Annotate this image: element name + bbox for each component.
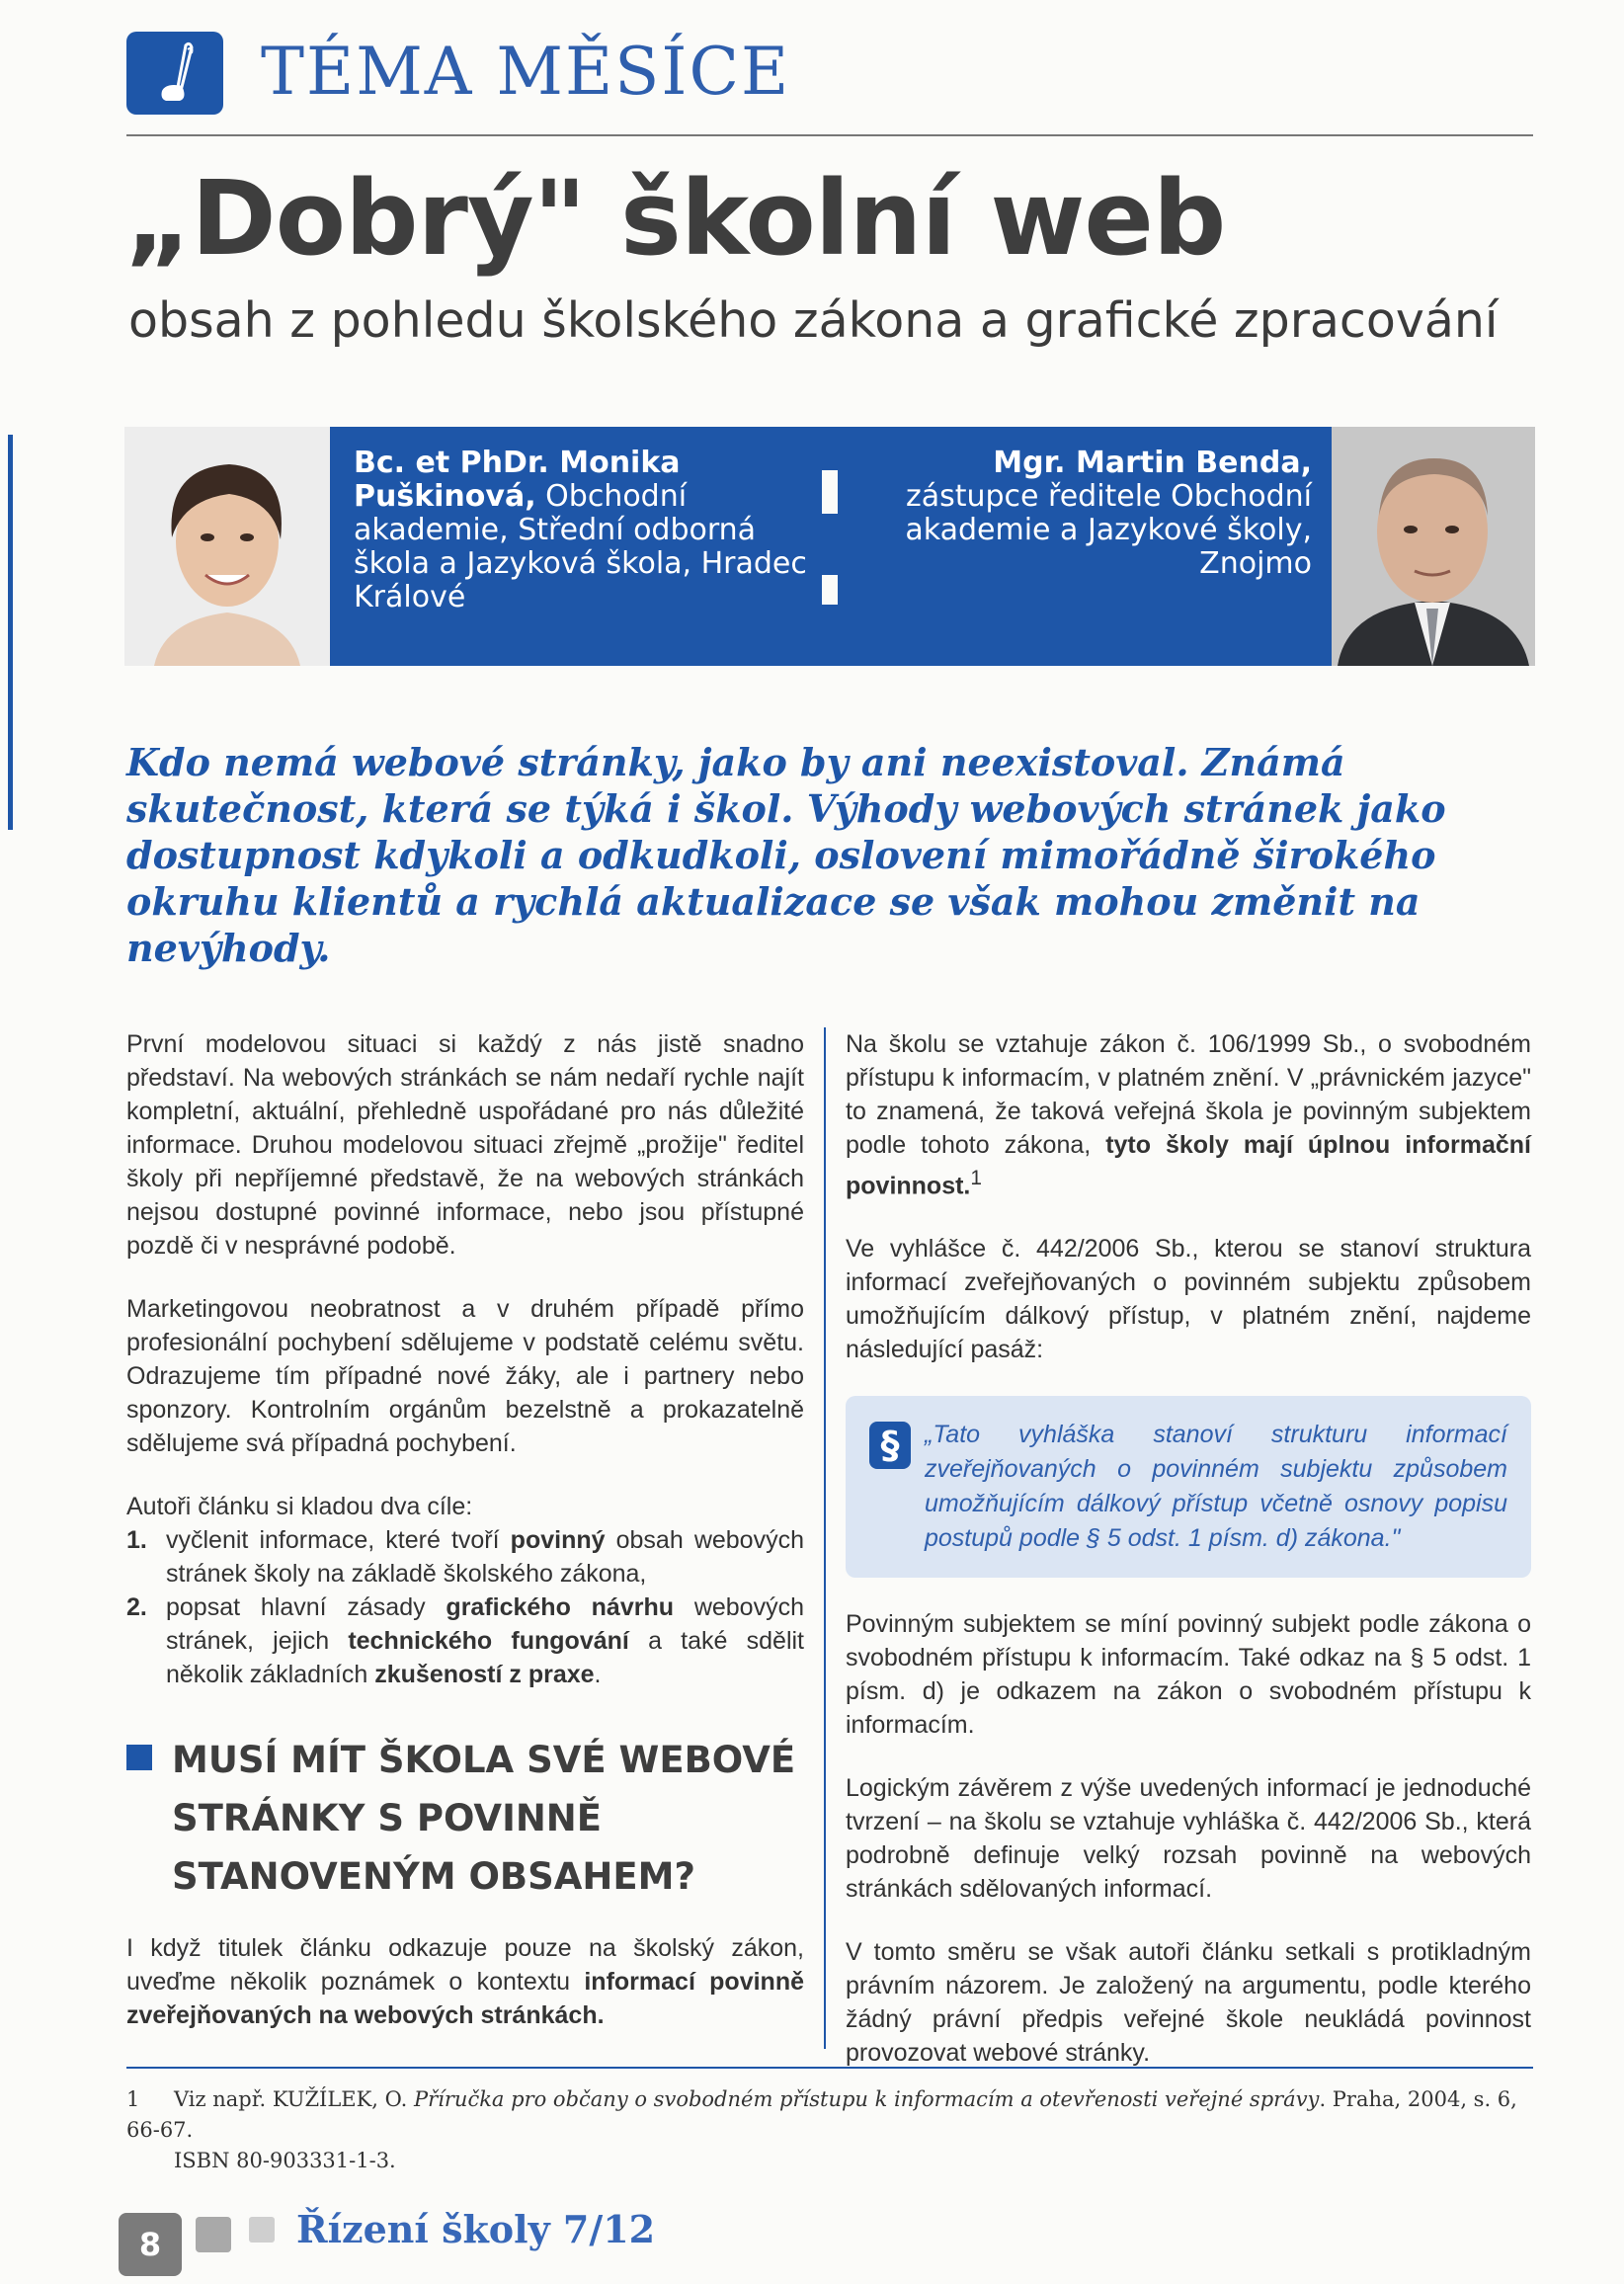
paragraph: Marketingovou neobratnost a v druhém případě přímo profesionální pochybení sdělujeme v podstatě celému světu. Odrazujeme tím případné nové žáky, ale i partnery nebo sponzory. Kontrolním orgánům bezelstně a prokazatelně sdělujeme svá případná pochybení. xyxy=(126,1295,804,1457)
goal-text: obsah webových stránek školy na základě školského zákona, xyxy=(166,1526,804,1588)
author-photo-left xyxy=(124,427,330,666)
author-name: Mgr. Martin Benda, xyxy=(993,446,1312,480)
paragraph: Ve vyhlášce č. 442/2006 Sb., kterou se stanoví struktura informací zveřejňovaných o povinném subjektu způsobem umožňujícím dálkový přístup, v platném znění, najdeme následující pasáž: xyxy=(846,1235,1531,1364)
footnote-isbn: ISBN 80-903331-1-3. xyxy=(174,2149,396,2172)
footnote-ref: 1 xyxy=(970,1167,982,1189)
paragraph-sign-icon: § xyxy=(869,1422,911,1469)
footnote-divider xyxy=(126,2067,1533,2069)
goal-text: . xyxy=(594,1661,602,1688)
article-subtitle: obsah z pohledu školského zákona a grafické zpracování xyxy=(128,292,1499,349)
author-divider xyxy=(822,605,838,666)
author-card-right xyxy=(838,427,1332,666)
footnote-text: . Praha, 2004, s. 6, 66-67. xyxy=(126,2087,1517,2142)
paragraph: Povinným subjektem se míní povinný subjekt podle zákona o svobodném přístupu k informacím. Také odkaz na § 5 odst. 1 písm. d) je odkazem na zákon o svobodném přístupu k informacím. xyxy=(846,1610,1531,1740)
author-divider xyxy=(822,514,838,575)
goal-text: webových stránek, jejich xyxy=(166,1593,804,1655)
goal-number: 1. xyxy=(126,1526,147,1554)
page-number: 8 xyxy=(119,2213,182,2276)
goal-keyword: zkušeností z praxe xyxy=(374,1661,595,1688)
section-title: TÉMA MĚSÍCE xyxy=(261,34,791,110)
paragraph-text: I když titulek článku odkazuje pouze na školský zákon, uveďme několik poznámek o kontextu xyxy=(126,1934,804,1996)
pen-and-inkwell-icon xyxy=(126,32,223,115)
author-divider xyxy=(822,427,838,470)
legal-quote-box xyxy=(846,1396,1531,1578)
lead-paragraph: Kdo nemá webové stránky, jako by ani neexistoval. Známá skutečnost, která se týká i škol. Výhody webových stránek jako dostupnost kdykoli a odkudkoli, oslovení mimořádně širokého okruhu klientů a rychlá aktualizace se však mohou změnit na nevýhody. xyxy=(126,740,1446,970)
paragraph xyxy=(126,1931,804,2032)
footer-decoration xyxy=(196,2217,231,2252)
paragraph: V tomto směru se však autoři článku setkali s protikladným právním názorem. Je založený na argumentu, podle kterého žádný právní předpis veřejné škole neukládá povinnost provozovat webové stránky. xyxy=(846,1938,1531,2068)
goal-number: 2. xyxy=(126,1593,147,1621)
paragraph xyxy=(846,1027,1531,1202)
paragraph-emphasis: tyto školy mají úplnou informační povinnost. xyxy=(846,1131,1531,1200)
goal-keyword: povinný xyxy=(510,1526,606,1554)
author-card-left xyxy=(330,427,822,666)
header-divider xyxy=(126,134,1533,136)
footnote-text: Viz např. KUŽÍLEK, O. xyxy=(174,2087,414,2111)
footnote xyxy=(126,2084,1533,2176)
author-name: Bc. et PhDr. Monika Puškinová, xyxy=(354,446,681,514)
column-left xyxy=(126,1027,804,2062)
goal-text: vyčlenit informace, které tvoří xyxy=(166,1526,511,1554)
column-right xyxy=(846,1027,1531,2099)
section-heading xyxy=(126,1731,804,1906)
paragraph-emphasis: informací povinně zveřejňovaných na webových stránkách. xyxy=(126,1968,804,2029)
goal-text: popsat hlavní zásady xyxy=(166,1593,447,1621)
author-affiliation: Obchodní akademie, Střední odborná škola a Jazyková škola, Hradec Králové xyxy=(354,479,807,614)
column-divider xyxy=(824,1027,826,2049)
paragraph: Logickým závěrem z výše uvedených informací je jednoduché tvrzení – na školu se vztahuje vyhláška č. 442/2006 Sb., která podrobně definuje velký rozsah povinně na webových stránkách sdělovaných informací. xyxy=(846,1774,1531,1904)
legal-quote: „Tato vyhláška stanoví strukturu informací zveřejňovaných o povinném subjektu způsobem umožňujícím dálkový přístup včetně osnovy popisu postupů podle § 5 odst. 1 písm. d) zákona." xyxy=(925,1421,1507,1553)
footnote-number: 1 xyxy=(126,2087,140,2111)
goal-item xyxy=(126,1523,804,1591)
page-edge-accent xyxy=(8,435,13,830)
goal-text: a také sdělit několik základních xyxy=(166,1627,805,1688)
footnote-title: Příručka pro občany o svobodném přístupu k informacím a otevřenosti veřejné správy xyxy=(414,2087,1320,2111)
author-photo-right xyxy=(1332,427,1535,666)
section-icon xyxy=(126,32,223,115)
journal-name: Řízení školy 7/12 xyxy=(296,2207,656,2251)
heading-bullet xyxy=(126,1745,152,1770)
author-affiliation: zástupce ředitele Obchodní akademie a Jazykové školy, Znojmo xyxy=(905,479,1312,581)
article-title: „Dobrý" školní web xyxy=(124,158,1226,279)
goal-item xyxy=(126,1591,804,1691)
section-heading-text: MUSÍ MÍT ŠKOLA SVÉ WEBOVÉ STRÁNKY S POVINNĚ STANOVENÝM OBSAHEM? xyxy=(172,1739,796,1898)
footer-decoration xyxy=(249,2217,275,2243)
paragraph: První modelovou situaci si každý z nás jistě snadno představí. Na webových stránkách se nám nedaří rychle najít kompletní, aktuální, přehledně uspořádané pro nás důležité informace. Druhou modelovou situaci zřejmě „prožije" ředitel školy při nepříjemné představě, že na webových stránkách nejsou dostupné povinné informace, nebo jsou přístupné pozdě či v nesprávné podobě. xyxy=(126,1030,804,1260)
goals-intro: Autoři článku si kladou dva cíle: xyxy=(126,1493,473,1520)
goal-keyword: grafického návrhu xyxy=(446,1593,675,1621)
paragraph-text: Na školu se vztahuje zákon č. 106/1999 Sb., o svobodném přístupu k informacím, v platném znění. V „právnickém jazyce" to znamená, že taková veřejná škola je povinným subjektem podle tohoto zákona, xyxy=(846,1030,1531,1159)
goal-keyword: technického fungování xyxy=(348,1627,629,1655)
